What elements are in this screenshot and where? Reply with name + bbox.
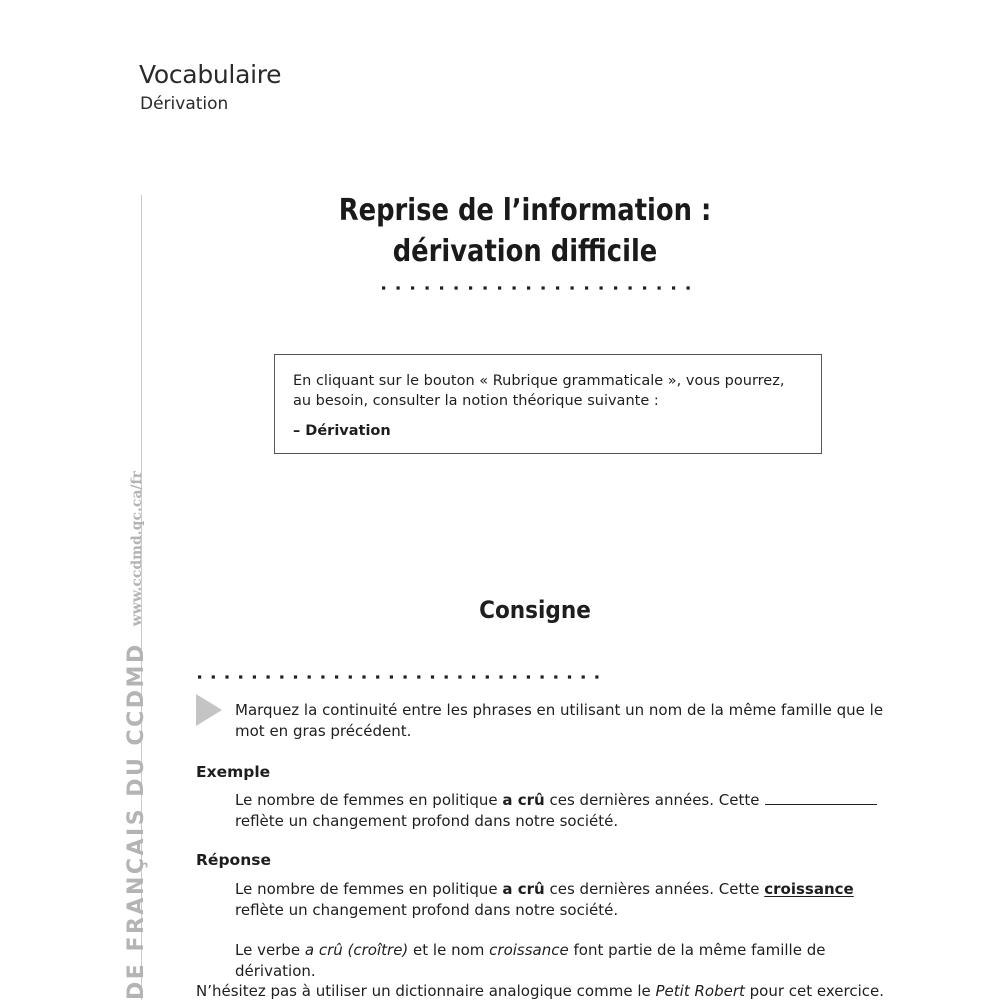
grammar-note-text: En cliquant sur le bouton « Rubrique grammaticale », vous pourrez, au besoin, consulter la notion théorique suivante :: [293, 373, 785, 409]
dictionary-tip: [196, 982, 884, 1000]
reponse-text-start: Le nombre de femmes en politique: [235, 880, 503, 898]
reponse-bold-verb: a crû: [502, 880, 545, 898]
page-title-line-2: dérivation difficile: [392, 234, 658, 269]
section-subtitle: Dérivation: [140, 94, 229, 114]
consigne-dotted-separator: [196, 672, 608, 682]
dictionary-tip-start: N’hésitez pas à utiliser un dictionnaire analogique comme le: [196, 982, 656, 1000]
exemple-text-mid: ces dernières années. Cette: [544, 791, 760, 809]
reponse-explanation-noun: croissance: [489, 941, 569, 959]
exemple-text-start: Le nombre de femmes en politique: [235, 791, 503, 809]
reponse-explanation-mid: et le nom: [408, 941, 490, 959]
page-title: [332, 190, 719, 272]
exemple-answer-blank: [765, 791, 877, 805]
sidebar-branding: [124, 471, 149, 1000]
sidebar-url: www.ccdmd.qc.ca/fr: [129, 471, 145, 627]
reponse-answer-word: croissance: [764, 880, 854, 898]
exemple-bold-verb: a crû: [502, 791, 545, 809]
consigne-instruction: Marquez la continuité entre les phrases en utilisant un nom de la même famille que le mot en gras précédent.: [235, 701, 884, 740]
exemple-label: Exemple: [196, 763, 271, 781]
reponse-text-mid: ces dernières années. Cette: [544, 880, 765, 898]
grammar-note-box: [274, 354, 822, 454]
grammar-note-item: – Dérivation: [293, 423, 391, 439]
reponse-text-end: reflète un changement profond dans notre société.: [235, 901, 619, 919]
reponse-text: [235, 879, 903, 921]
exemple-text-end: reflète un changement profond dans notre société.: [235, 812, 619, 830]
reponse-explanation: [235, 940, 903, 982]
dictionary-tip-end: pour cet exercice.: [744, 982, 885, 1000]
exemple-text: [235, 790, 903, 832]
section-title: Vocabulaire: [139, 60, 282, 89]
play-arrow-icon: [196, 694, 222, 726]
consigne-heading: Consigne: [479, 596, 591, 624]
title-dotted-separator: [380, 283, 692, 293]
dictionary-tip-title: Petit Robert: [655, 982, 745, 1000]
reponse-label: Réponse: [196, 851, 271, 869]
reponse-explanation-start: Le verbe: [235, 941, 305, 959]
page-title-line-1: Reprise de l’information :: [338, 193, 712, 228]
sidebar-brand: DE FRANÇAIS DU CCDMD: [124, 642, 149, 1000]
reponse-explanation-end: font partie de la même famille de dérivation.: [235, 941, 826, 980]
reponse-explanation-verb: a crû (croître): [304, 941, 409, 959]
